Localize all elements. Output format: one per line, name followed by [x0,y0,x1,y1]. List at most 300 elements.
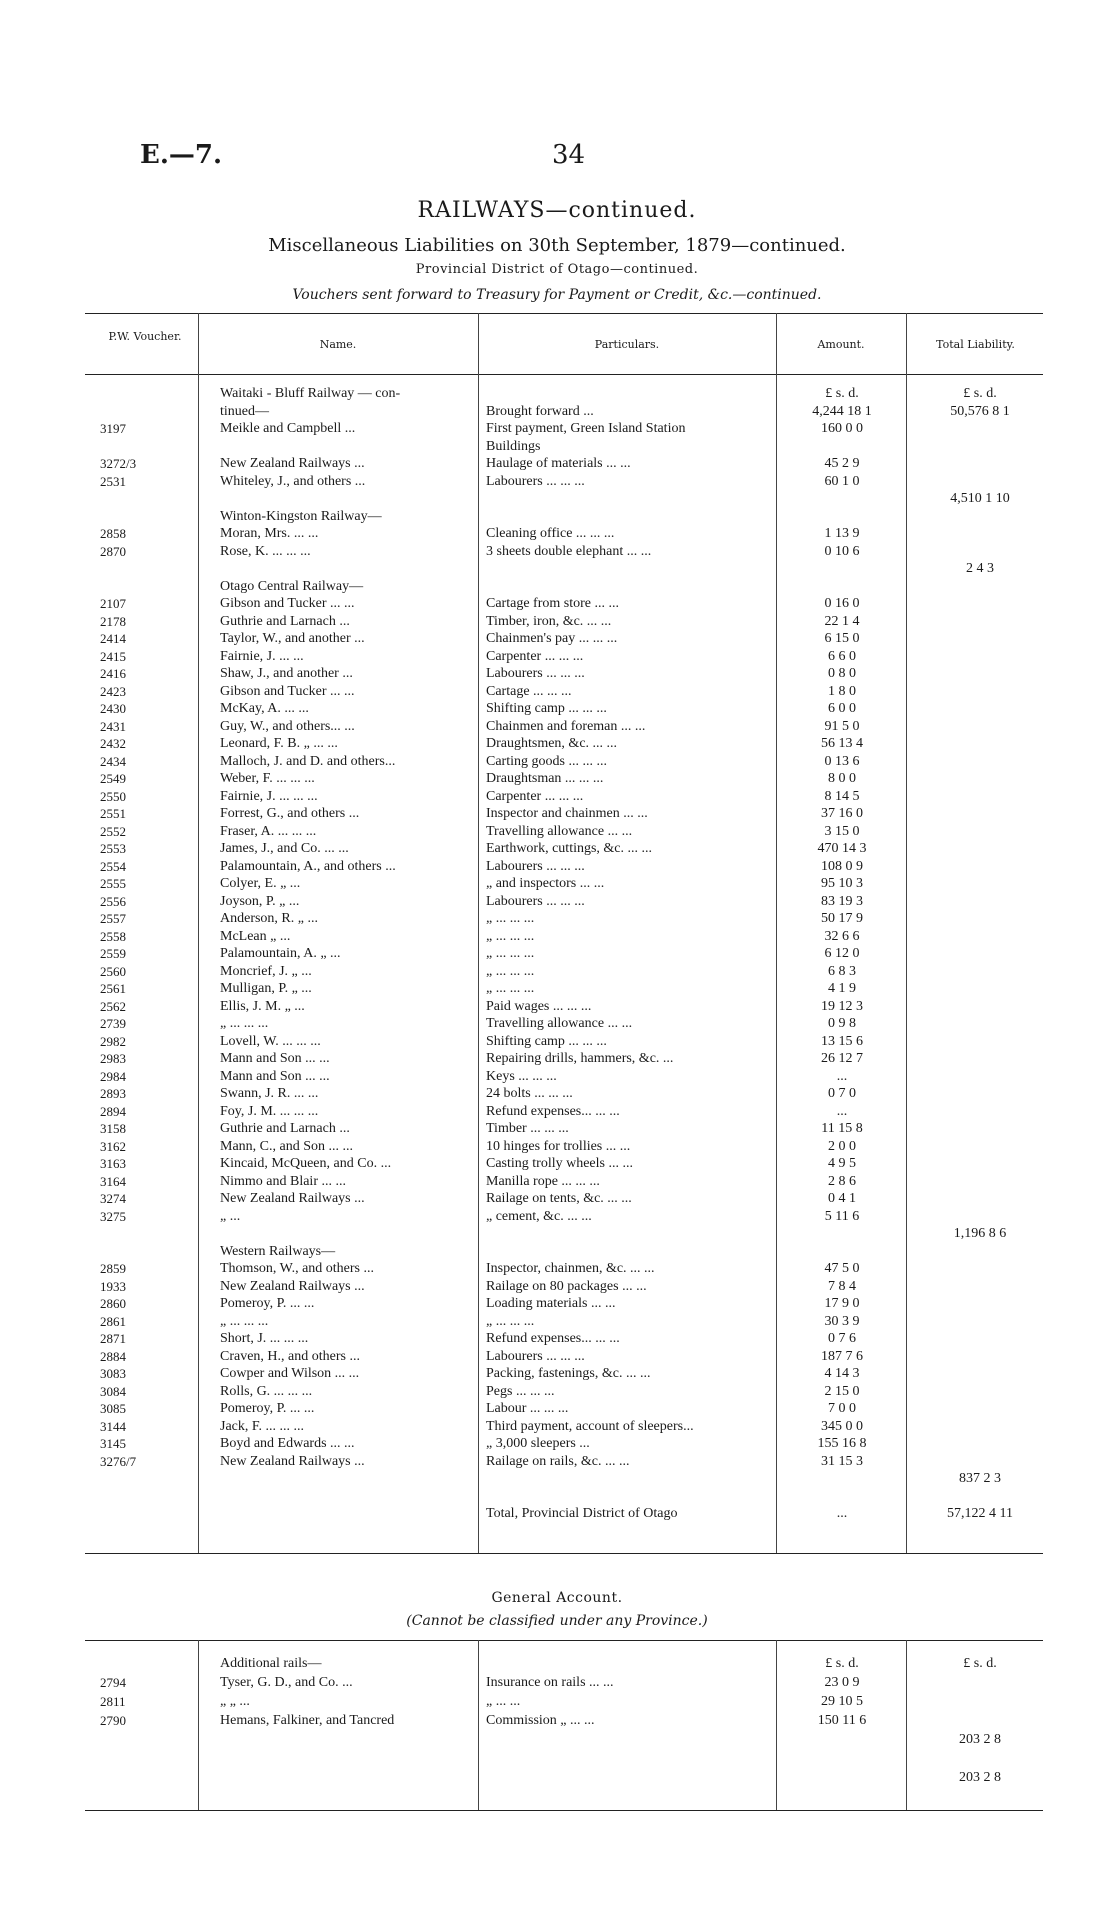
total-cell: 203 2 8 [959,1770,1001,1785]
amount-cell: 150 11 6 [817,1713,867,1728]
amount-cell: 4 1 9 [828,981,856,996]
total-cell: 2 4 3 [966,561,994,576]
voucher-cell: 2790 [100,1713,126,1728]
amount-cell: 32 6 6 [824,928,860,944]
total-cell: 57,122 4 11 [947,1506,1013,1521]
amount-cell: 95 10 3 [821,876,863,891]
voucher-cell: 2423 [100,683,126,699]
voucher-cell: 3083 [100,1366,126,1381]
particulars-cell: „ cement, &c. ... ... [486,1208,592,1224]
amount-cell: 0 16 0 [824,596,860,611]
voucher-cell: 2550 [100,788,126,804]
name-cell: Gibson and Tucker ... ... [220,683,355,699]
table-row [0,770,1114,788]
table-row [0,1731,1114,1749]
table-row [0,525,1114,543]
amount-cell: 19 12 3 [821,998,863,1014]
table-row [0,1418,1114,1436]
table-row [0,1750,1114,1768]
name-cell: Additional rails— [220,1656,322,1671]
amount-cell: 0 7 6 [828,1331,856,1346]
table-row [0,735,1114,753]
name-cell: New Zealand Railways ... [220,1191,365,1206]
particulars-cell: Draughtsmen, &c. ... ... [486,736,618,751]
particulars-cell: Refund expenses... ... ... [486,1103,620,1119]
amount-cell: 6 0 0 [828,701,856,716]
name-cell: Mann and Son ... ... [220,1068,330,1084]
table-row [0,1243,1114,1261]
voucher-cell: 2430 [100,701,126,716]
name-cell: Palamountain, A., and others ... [220,858,396,874]
subtitle: Miscellaneous Liabilities on 30th September, 1879—continued. [268,235,846,256]
particulars-cell: Haulage of materials ... ... [486,456,631,471]
table-row [0,823,1114,841]
particulars-cell: 24 bolts ... ... ... [486,1086,573,1101]
particulars-cell: Cartage ... ... ... [486,683,572,699]
amount-cell: 345 0 0 [821,1418,863,1434]
voucher-cell: 3162 [100,1138,126,1154]
table-row [0,1050,1114,1068]
table-row [0,438,1114,456]
amount-cell: 6 12 0 [824,946,860,961]
name-cell: „ ... ... ... [220,1313,269,1329]
particulars-cell: Chainmen and foreman ... ... [486,718,646,734]
general-top-rule [85,1640,1043,1641]
table-row [0,560,1114,578]
table-row [0,1674,1114,1692]
name-cell: Palamountain, A. „ ... [220,946,341,961]
voucher-cell: 2555 [100,876,126,891]
name-cell: Waitaki - Bluff Railway — con- [220,386,401,401]
name-cell: „ ... [220,1208,241,1224]
particulars-cell: „ 3,000 sleepers ... [486,1436,590,1451]
amount-cell: 6 6 0 [828,648,856,664]
voucher-cell: 2860 [100,1296,126,1311]
particulars-cell: Repairing drills, hammers, &c. ... [486,1051,674,1066]
voucher-cell: 2549 [100,771,126,786]
table-row [0,963,1114,981]
voucher-cell: 2982 [100,1033,126,1049]
name-cell: Craven, H., and others ... [220,1348,360,1364]
name-cell: Pomeroy, P. ... ... [220,1296,315,1311]
table-row [0,1488,1114,1506]
amount-cell: 4,244 18 1 [812,403,872,419]
amount-cell: 17 9 0 [824,1296,860,1311]
total-cell: 203 2 8 [959,1732,1001,1747]
name-cell: Mann and Son ... ... [220,1051,330,1066]
name-cell: James, J., and Co. ... ... [220,841,349,856]
name-cell: Guthrie and Larnach ... [220,613,350,629]
voucher-cell: 2858 [100,526,126,541]
name-cell: Whiteley, J., and others ... [220,473,366,489]
voucher-cell: 2531 [100,473,126,489]
name-cell: Swann, J. R. ... ... [220,1086,319,1101]
particulars-cell: Chainmen's pay ... ... ... [486,631,618,646]
voucher-cell: 2553 [100,841,126,856]
amount-cell: 6 15 0 [824,631,860,646]
particulars-cell: Refund expenses... ... ... [486,1331,620,1346]
table-row [0,1173,1114,1191]
col-header-amount: Amount. [817,338,865,351]
amount-cell: 187 7 6 [821,1348,863,1364]
voucher-cell: 2884 [100,1348,126,1364]
general-bottom-rule [85,1810,1043,1811]
total-cell: 1,196 8 6 [953,1226,1007,1241]
particulars-cell: „ ... ... ... [486,963,535,979]
table-row [0,1348,1114,1366]
amount-cell: 13 15 6 [821,1033,863,1049]
amount-cell: ... [836,1506,848,1521]
particulars-cell: Third payment, account of sleepers... [486,1418,694,1434]
particulars-cell: Cleaning office ... ... ... [486,526,615,541]
table-row [0,665,1114,683]
amount-cell: 8 14 5 [824,788,860,804]
amount-cell: £ s. d. [825,386,859,401]
table-row [0,840,1114,858]
name-cell: Fraser, A. ... ... ... [220,823,317,839]
voucher-cell: 2559 [100,946,126,961]
table-row [0,1383,1114,1401]
table-row [0,1225,1114,1243]
table-row [0,1365,1114,1383]
amount-cell: £ s. d. [825,1656,859,1671]
name-cell: Mann, C., and Son ... ... [220,1138,353,1154]
particulars-cell: Keys ... ... ... [486,1068,557,1084]
amount-cell: 22 1 4 [824,613,860,629]
table-row [0,1400,1114,1418]
amount-cell: 30 3 9 [824,1313,860,1329]
table-top-rule [85,313,1043,314]
col-header-voucher: P.W. Voucher. [108,330,182,343]
amount-cell: 1 13 9 [824,526,860,541]
table-row [0,420,1114,438]
voucher-cell: 2794 [100,1675,126,1690]
voucher-cell: 2415 [100,648,126,664]
table-row [0,1155,1114,1173]
total-cell: 4,510 1 10 [950,491,1010,506]
name-cell: Nimmo and Blair ... ... [220,1173,346,1189]
voucher-cell: 3197 [100,421,126,436]
table-row [0,1295,1114,1313]
voucher-cell: 2739 [100,1016,126,1031]
voucher-cell: 3145 [100,1436,126,1451]
amount-cell: 11 15 8 [821,1121,863,1136]
name-cell: New Zealand Railways ... [220,456,365,471]
table-row [0,788,1114,806]
particulars-cell: Carpenter ... ... ... [486,788,584,804]
particulars-cell: „ ... ... ... [486,981,535,996]
particulars-cell: Packing, fastenings, &c. ... ... [486,1366,651,1381]
name-cell: Forrest, G., and others ... [220,806,360,821]
table-row [0,1313,1114,1331]
voucher-cell: 2178 [100,613,126,629]
particulars-cell: Manilla rope ... ... ... [486,1173,600,1189]
table-row [0,945,1114,963]
name-cell: „ „ ... [220,1694,250,1709]
table-row [0,875,1114,893]
table-row [0,718,1114,736]
particulars-cell: „ ... ... [486,1694,521,1709]
voucher-cell: 3085 [100,1401,126,1416]
table-row [0,543,1114,561]
amount-cell: 6 8 3 [828,963,856,979]
particulars-cell: Buildings [486,438,541,454]
name-cell: New Zealand Railways ... [220,1278,365,1294]
voucher-cell: 2561 [100,981,126,996]
voucher-cell: 3144 [100,1418,126,1434]
total-cell: £ s. d. [963,386,997,401]
table-row [0,403,1114,421]
particulars-cell: Brought forward ... [486,403,594,419]
amount-cell: 0 10 6 [824,543,860,559]
amount-cell: ... [836,1103,848,1119]
name-cell: Tyser, G. D., and Co. ... [220,1675,353,1690]
col-header-total: Total Liability. [936,338,1015,351]
voucher-cell: 3274 [100,1191,126,1206]
particulars-cell: Railage on tents, &c. ... ... [486,1191,632,1206]
particulars-cell: Pegs ... ... ... [486,1383,555,1399]
table-row [0,1330,1114,1348]
voucher-cell: 2870 [100,543,126,559]
col-header-name: Name. [319,338,357,351]
table-row [0,683,1114,701]
amount-cell: 26 12 7 [821,1051,863,1066]
amount-cell: 5 11 6 [824,1208,860,1224]
page-number: 34 [552,140,586,170]
name-cell: Cowper and Wilson ... ... [220,1366,360,1381]
table-row [0,700,1114,718]
voucher-cell: 3272/3 [100,456,137,471]
name-cell: Moncrief, J. „ ... [220,963,312,979]
particulars-cell: Total, Provincial District of Otago [486,1506,678,1521]
particulars-cell: Labourers ... ... ... [486,893,585,909]
amount-cell: 29 10 5 [821,1694,863,1709]
amount-cell: 0 9 8 [828,1016,856,1031]
table-row [0,1505,1114,1523]
name-cell: Moran, Mrs. ... ... [220,526,319,541]
particulars-cell: 3 sheets double elephant ... ... [486,543,652,559]
particulars-cell: Shifting camp ... ... ... [486,1033,607,1049]
table-row [0,1769,1114,1787]
name-cell: Fairnie, J. ... ... ... [220,788,318,804]
table-row [0,1712,1114,1730]
table-row [0,578,1114,596]
table-header-rule [85,374,1043,375]
name-cell: Colyer, E. „ ... [220,876,301,891]
amount-cell: 2 15 0 [824,1383,860,1399]
name-cell: Guy, W., and others... ... [220,718,355,734]
particulars-cell: Draughtsman ... ... ... [486,771,604,786]
particulars-cell: Railage on rails, &c. ... ... [486,1453,630,1469]
name-cell: Taylor, W., and another ... [220,631,365,646]
name-cell: Pomeroy, P. ... ... [220,1401,315,1416]
voucher-cell: 2861 [100,1313,126,1329]
voucher-cell: 2434 [100,753,126,769]
particulars-cell: „ ... ... ... [486,1313,535,1329]
voucher-cell: 2557 [100,911,126,926]
table-bottom-rule [85,1553,1043,1554]
table-row [0,753,1114,771]
table-row [0,385,1114,403]
general-account-title: General Account. [491,1590,623,1606]
name-cell: Short, J. ... ... ... [220,1331,309,1346]
particulars-cell: Carting goods ... ... ... [486,753,607,769]
amount-cell: 8 0 0 [828,771,856,786]
particulars-cell: Travelling allowance ... ... [486,1016,633,1031]
amount-cell: 1 8 0 [828,683,856,699]
name-cell: Guthrie and Larnach ... [220,1121,350,1136]
name-cell: Boyd and Edwards ... ... [220,1436,355,1451]
amount-cell: 47 5 0 [824,1261,860,1276]
voucher-cell: 3276/7 [100,1453,137,1469]
voucher-cell: 3164 [100,1173,126,1189]
name-cell: Kincaid, McQueen, and Co. ... [220,1156,392,1171]
voucher-cell: 1933 [100,1278,126,1294]
particulars-cell: Labourers ... ... ... [486,858,585,874]
amount-cell: 0 4 1 [828,1191,856,1206]
amount-cell: 4 9 5 [828,1156,856,1171]
particulars-cell: Commission „ ... ... [486,1713,595,1728]
name-cell: Lovell, W. ... ... ... [220,1033,321,1049]
particulars-cell: Railage on 80 packages ... ... [486,1278,647,1294]
particulars-cell: Labour ... ... ... [486,1401,569,1416]
name-cell: Otago Central Railway— [220,578,364,594]
vouchers-caption: Vouchers sent forward to Treasury for Payment or Credit, &c.—continued. [292,287,822,303]
voucher-cell: 3084 [100,1383,126,1399]
particulars-cell: Timber, iron, &c. ... ... [486,613,612,629]
amount-cell: 155 16 8 [817,1436,867,1451]
voucher-cell: 3275 [100,1208,126,1224]
name-cell: Mulligan, P. „ ... [220,981,312,996]
amount-cell: 23 0 9 [824,1675,860,1690]
amount-cell: 4 14 3 [824,1366,860,1381]
table-row [0,1435,1114,1453]
table-row [0,1120,1114,1138]
amount-cell: 7 0 0 [828,1401,856,1416]
table-row [0,1015,1114,1033]
total-cell: £ s. d. [963,1656,997,1671]
col-header-particulars: Particulars. [594,338,660,351]
particulars-cell: Labourers ... ... ... [486,666,585,681]
name-cell: Foy, J. M. ... ... ... [220,1103,319,1119]
total-cell: 50,576 8 1 [950,403,1010,419]
particulars-cell: „ ... ... ... [486,911,535,926]
voucher-cell: 2811 [100,1694,126,1709]
table-row [0,893,1114,911]
particulars-cell: Travelling allowance ... ... [486,823,633,839]
name-cell: Anderson, R. „ ... [220,911,318,926]
particulars-cell: Shifting camp ... ... ... [486,701,607,716]
main-title: RAILWAYS—continued. [417,198,697,223]
particulars-cell: Carpenter ... ... ... [486,648,584,664]
particulars-cell: Paid wages ... ... ... [486,998,592,1014]
voucher-cell: 3158 [100,1121,126,1136]
particulars-cell: Inspector, chainmen, &c. ... ... [486,1261,655,1276]
voucher-cell: 3163 [100,1156,126,1171]
amount-cell: 160 0 0 [821,421,863,436]
document-code: E.—7. [140,140,223,170]
amount-cell: 56 13 4 [821,736,863,751]
voucher-cell: 2562 [100,998,126,1014]
name-cell: Leonard, F. B. „ ... ... [220,736,338,751]
particulars-cell: 10 hinges for trollies ... ... [486,1138,631,1154]
amount-cell: 0 8 0 [828,666,856,681]
table-row [0,595,1114,613]
name-cell: Hemans, Falkiner, and Tancred [220,1713,395,1728]
name-cell: Malloch, J. and D. and others... [220,753,396,769]
name-cell: Meikle and Campbell ... [220,421,356,436]
particulars-cell: Inspector and chainmen ... ... [486,806,648,821]
name-cell: McLean „ ... [220,928,291,944]
voucher-cell: 2551 [100,806,126,821]
table-row [0,1453,1114,1471]
name-cell: Fairnie, J. ... ... [220,648,304,664]
voucher-cell: 2560 [100,963,126,979]
table-row [0,1085,1114,1103]
particulars-cell: „ ... ... ... [486,946,535,961]
table-row [0,805,1114,823]
table-row [0,1190,1114,1208]
table-row [0,928,1114,946]
table-row [0,455,1114,473]
amount-cell: 2 8 6 [828,1173,856,1189]
table-row [0,910,1114,928]
amount-cell: 45 2 9 [824,456,860,471]
table-row [0,1033,1114,1051]
table-row [0,1278,1114,1296]
voucher-cell: 2414 [100,631,126,646]
table-row [0,473,1114,491]
name-cell: Gibson and Tucker ... ... [220,596,355,611]
amount-cell: 3 15 0 [824,823,860,839]
name-cell: Winton-Kingston Railway— [220,508,382,524]
name-cell: Rolls, G. ... ... ... [220,1383,313,1399]
table-row [0,1103,1114,1121]
amount-cell: 470 14 3 [817,841,867,856]
voucher-cell: 2894 [100,1103,126,1119]
voucher-cell: 2554 [100,858,126,874]
amount-cell: 31 15 3 [821,1453,863,1469]
name-cell: McKay, A. ... ... [220,701,309,716]
voucher-cell: 2556 [100,893,126,909]
voucher-cell: 2431 [100,718,126,734]
amount-cell: 2 0 0 [828,1138,856,1154]
name-cell: Thomson, W., and others ... [220,1261,374,1276]
district-title: Provincial District of Otago—continued. [415,262,699,277]
table-row [0,1138,1114,1156]
particulars-cell: Casting trolly wheels ... ... [486,1156,633,1171]
general-account-subtitle: (Cannot be classified under any Province.) [406,1613,708,1629]
amount-cell: 50 17 9 [821,911,863,926]
particulars-cell: Insurance on rails ... ... [486,1675,614,1690]
name-cell: New Zealand Railways ... [220,1453,365,1469]
total-cell: 837 2 3 [959,1471,1001,1486]
amount-cell: 7 8 4 [828,1278,856,1294]
amount-cell: ... [836,1068,848,1084]
amount-cell: 0 13 6 [824,753,860,769]
particulars-cell: Loading materials ... ... [486,1296,616,1311]
table-row [0,648,1114,666]
particulars-cell: Cartage from store ... ... [486,596,619,611]
voucher-cell: 2871 [100,1331,126,1346]
table-row [0,1260,1114,1278]
amount-cell: 37 16 0 [821,806,863,821]
table-row [0,1068,1114,1086]
table-row [0,490,1114,508]
table-row [0,858,1114,876]
table-row [0,980,1114,998]
amount-cell: 91 5 0 [824,718,860,734]
